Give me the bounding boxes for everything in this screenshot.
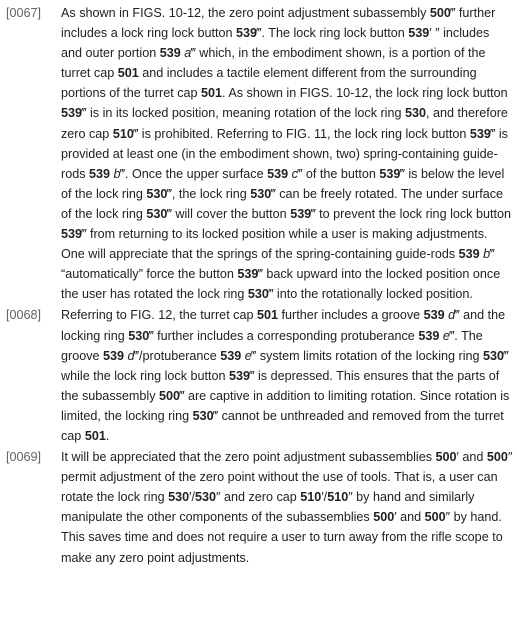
paragraph-text: It will be appreciated that the zero point adjustment subassemblies 500′ and 500″ permit adjustment of the zero point without the use of tools. That is, a user can rotate the lock ring 530′/530″ and zero cap 510′/510″ by hand and similarly manipulate the other components of the subassemblies 500′ and 500″ by hand. This saves time and does not require a user to turn away from the rifle scope to make any zero point adjustments. — [61, 450, 513, 565]
paragraph-number: [0068] — [6, 308, 42, 323]
paragraph-0069 — [6, 447, 513, 568]
paragraph-number: [0069] — [6, 450, 42, 465]
paragraph-number: [0067] — [6, 6, 42, 20]
paragraph-text: Referring to FIG. 12, the turret cap 501 further includes a groove 539 d‴ and the locking ring 530‴ further includes a corresponding protuberance 539 e‴. The groove 539 d‴/protuberance 539 e‴ system limits rotation of the locking ring 530‴ while the lock ring lock button 539‴ is depressed. This ensures that the parts of the subassembly 500‴ are captive in addition to limiting rotation. Since rotation is limited, the locking ring 530‴ cannot be unthreaded and removed from the turret cap 501. — [61, 308, 510, 443]
paragraph-text: As shown in FIGS. 10-12, the zero point adjustment subassembly 500‴ further includes a lock ring lock button 539‴. The lock ring lock button 539′ ″ includes and outer portion 539 a‴ which, in the embodiment shown, is a portion of the turret cap 501 and includes a tactile element different from the surrounding portions of the turret cap 501. As shown in FIGS. 10-12, the lock ring lock button 539‴ is in its locked position, meaning rotation of the lock ring 530, and therefore zero cap 510‴ is prohibited. Referring to FIG. 11, the lock ring lock button 539‴ is provided at least one (in the embodiment shown, two) spring-containing guide-rods 539 b‴. Once the upper surface 539 c‴ of the button 539‴ is below the level of the lock ring 530‴, the lock ring 530‴ can be freely rotated. The under surface of the lock ring 530‴ will cover the button 539‴ to prevent the lock ring lock button 539‴ from returning to its locked position while a user is making adjustments. One will appreciate that the springs of the spring-containing guide-rods 539 b‴ “automatically” force the button 539‴ back upward into the locked position once the user has rotated the lock ring 530‴ into the rotationally locked position. — [61, 6, 511, 302]
paragraph-0067 — [6, 3, 513, 304]
paragraph-0068 — [6, 305, 513, 446]
